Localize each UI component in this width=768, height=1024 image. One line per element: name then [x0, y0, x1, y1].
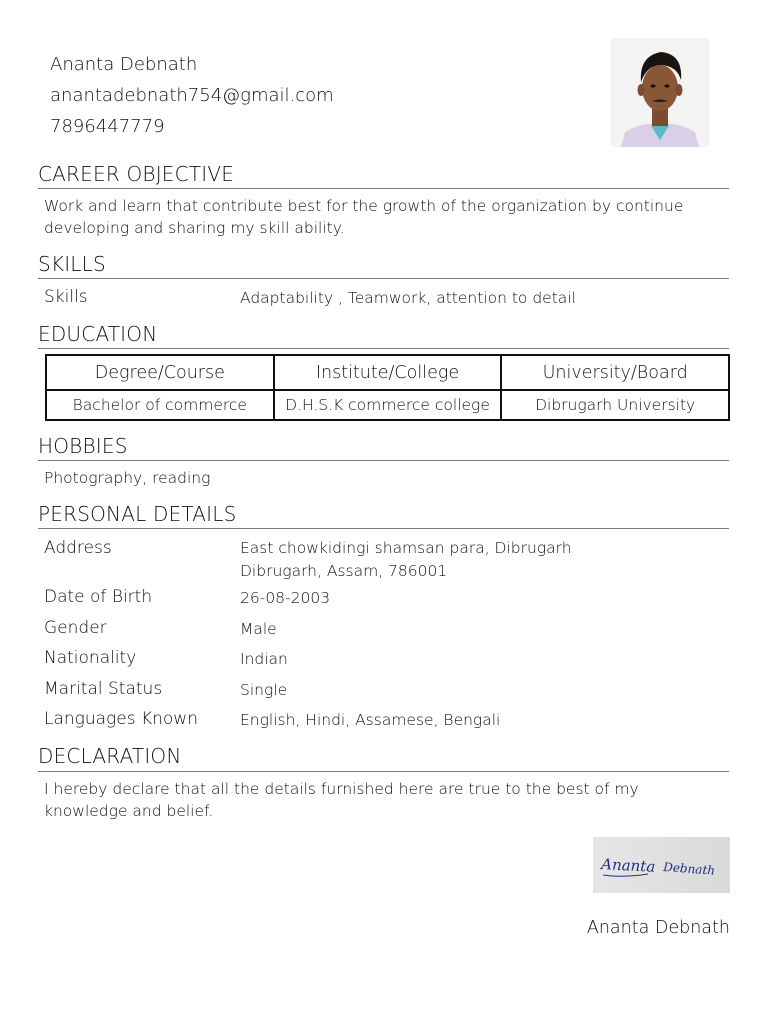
signed-name: Ananta Debnath: [586, 918, 730, 938]
phone-number: 7896447779: [50, 116, 165, 137]
column-header-institute: Institute/College: [274, 355, 502, 390]
dob-label: Date of Birth: [44, 587, 153, 607]
personal-details-heading: PERSONAL DETAILS: [38, 502, 237, 526]
section-divider: [38, 528, 729, 529]
svg-text:Ananta: Ananta: [600, 855, 656, 876]
university-cell: Dibrugarh University: [501, 390, 729, 420]
candidate-name: Ananta Debnath: [50, 54, 198, 75]
table-header-row: [46, 355, 729, 390]
column-header-degree: Degree/Course: [46, 355, 274, 390]
table-row: [46, 390, 729, 420]
gender-label: Gender: [44, 618, 107, 638]
degree-cell: Bachelor of commerce: [46, 390, 274, 420]
signature-image: [593, 837, 730, 893]
section-divider: [38, 188, 729, 189]
email-address: anantadebnath754@gmail.com: [50, 85, 334, 106]
nationality-value: Indian: [240, 650, 288, 668]
gender-value: Male: [240, 620, 277, 638]
education-table: [45, 354, 730, 421]
marital-status-value: Single: [240, 681, 288, 699]
address-line-2: Dibrugarh, Assam, 786001: [240, 562, 448, 580]
svg-text:Debnath: Debnath: [662, 860, 716, 878]
declaration-text: I hereby declare that all the details furnished here are true to the best of my knowledge and belief.: [44, 780, 639, 820]
signature-icon: [593, 837, 730, 893]
marital-status-label: Marital Status: [44, 679, 163, 699]
skills-heading: SKILLS: [38, 252, 106, 276]
education-heading: EDUCATION: [38, 322, 158, 346]
nationality-label: Nationality: [44, 648, 137, 668]
skills-label: Skills: [44, 287, 88, 307]
profile-photo: [611, 38, 709, 147]
section-divider: [38, 771, 729, 772]
institute-cell: D.H.S.K commerce college: [274, 390, 502, 420]
hobbies-text: Photography, reading: [44, 469, 211, 487]
address-label: Address: [44, 538, 112, 558]
section-divider: [38, 460, 729, 461]
languages-value: English, Hindi, Assamese, Bengali: [240, 711, 501, 729]
hobbies-heading: HOBBIES: [38, 434, 128, 458]
skills-value: Adaptability , Teamwork, attention to detail: [240, 289, 576, 307]
column-header-university: University/Board: [501, 355, 729, 390]
section-divider: [38, 278, 729, 279]
section-divider: [38, 348, 729, 349]
career-objective-text: Work and learn that contribute best for the growth of the organization by continue developing and sharing my skill ability.: [44, 197, 684, 237]
declaration-heading: DECLARATION: [38, 744, 182, 768]
dob-value: 26-08-2003: [240, 589, 331, 607]
career-objective-heading: CAREER OBJECTIVE: [38, 162, 235, 186]
address-line-1: East chowkidingi shamsan para, Dibrugarh: [240, 539, 572, 557]
languages-label: Languages Known: [44, 709, 198, 729]
person-portrait-icon: [611, 38, 709, 147]
